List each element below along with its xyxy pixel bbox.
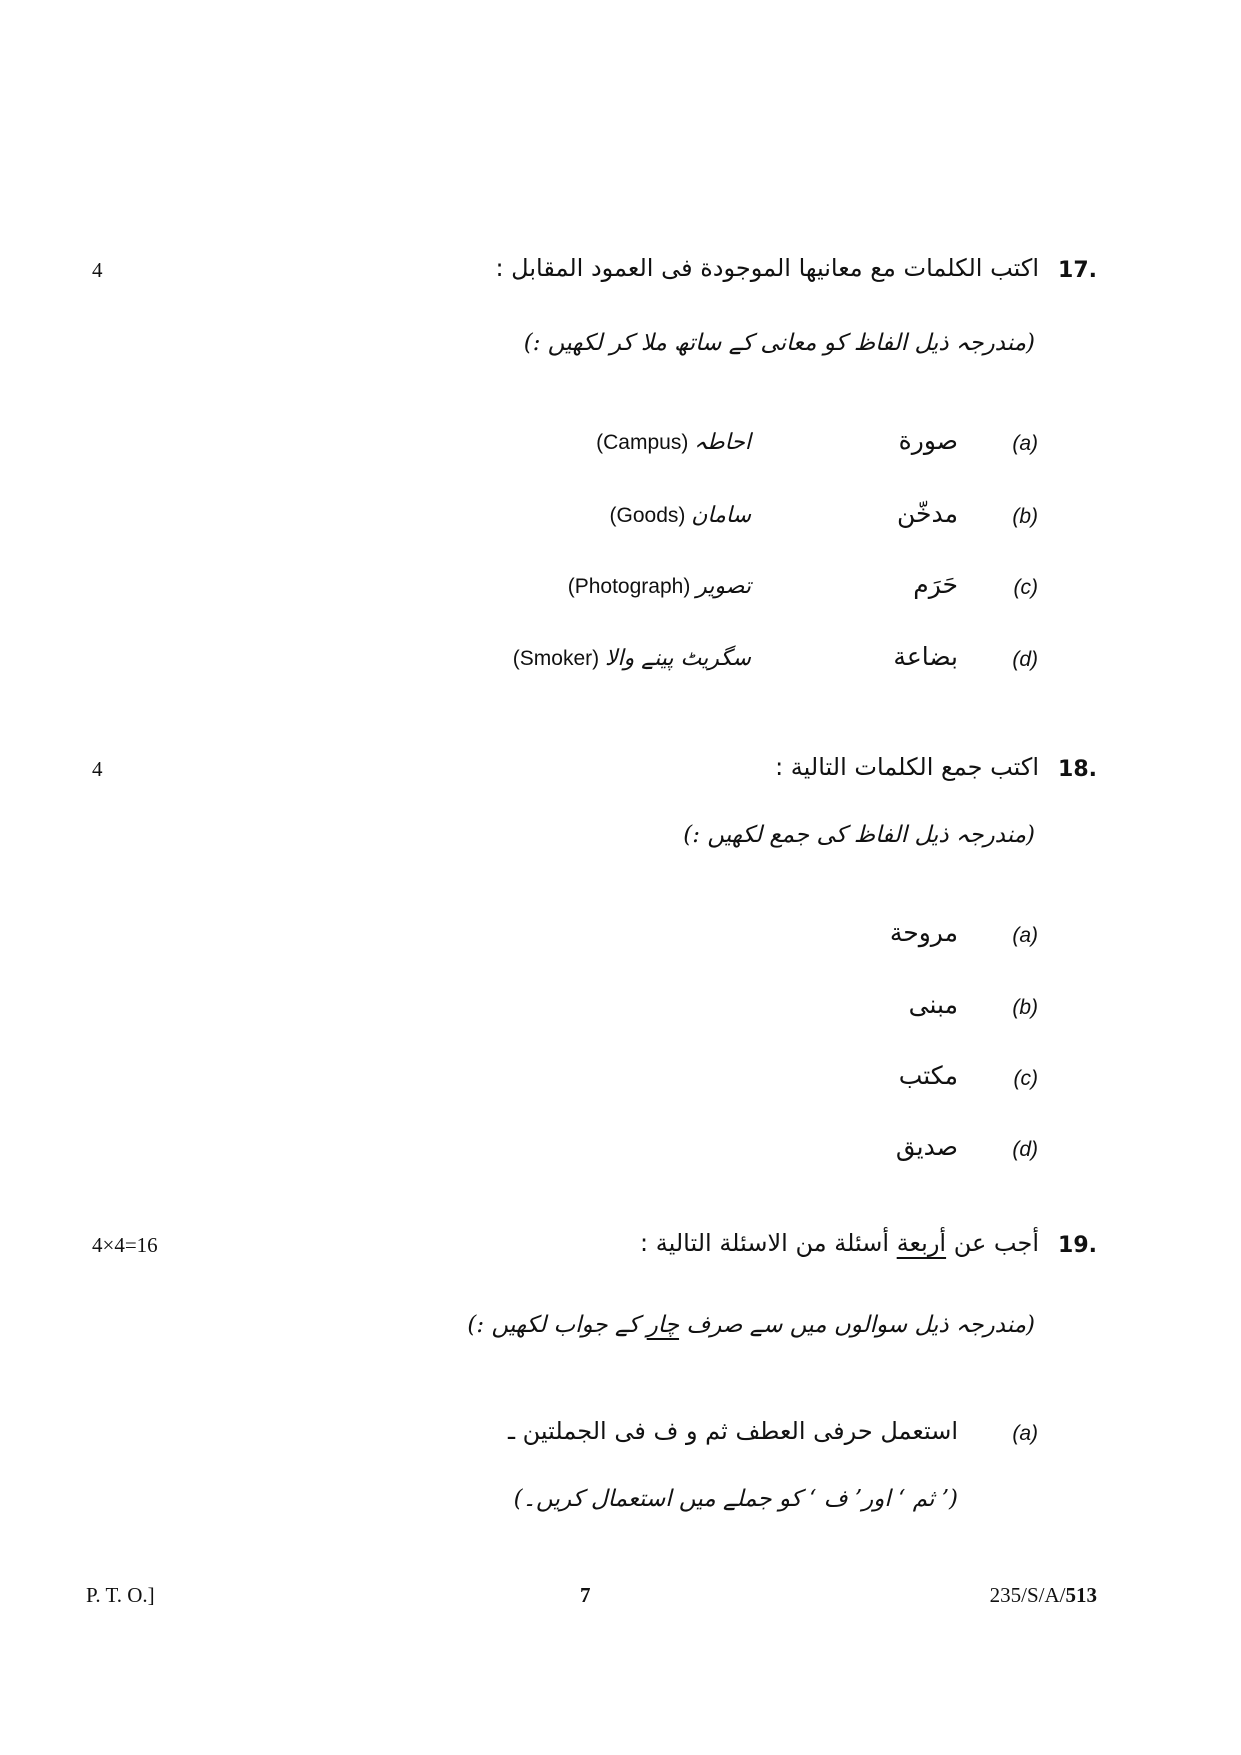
q19-text-arabic xyxy=(640,1229,1039,1257)
footer-page-number: 7 xyxy=(580,1583,591,1607)
q17-item-d-label: (d) xyxy=(1012,648,1038,671)
q18-marks: 4 xyxy=(92,757,103,781)
footer-pto: P. T. O.] xyxy=(86,1583,155,1607)
q17-item-d-meaning-english: (Smoker) xyxy=(512,647,600,670)
q18-item-c-label: (c) xyxy=(1013,1067,1038,1090)
q17-item-d-meaning-urdu: سگریٹ پینے والا xyxy=(604,646,751,671)
q18-item-d-word: صديق xyxy=(895,1132,958,1161)
q19-text-urdu xyxy=(467,1312,1035,1338)
q18-item-b-word: مبنى xyxy=(908,990,958,1019)
q18-item-c-word: مكتب xyxy=(898,1061,958,1090)
q18-item-b-label: (b) xyxy=(1012,996,1038,1019)
q17-text-urdu: (مندرجہ ذیل الفاظ کو معانی کے ساتھ ملا کر لکھیں :) xyxy=(523,330,1035,356)
q17-item-a-word: صورة xyxy=(898,426,958,455)
q17-item-b-label: (b) xyxy=(1012,505,1038,528)
q19-number: 19. xyxy=(1058,1233,1097,1258)
q17-marks: 4 xyxy=(92,258,103,282)
q18-text-urdu: (مندرجہ ذیل الفاظ کی جمع لکھیں :) xyxy=(683,822,1035,848)
q17-item-d-word: بضاعة xyxy=(893,642,958,671)
q19-text-urdu-post: کے جواب لکھیں :) xyxy=(467,1312,647,1338)
q19-item-a-text-urdu: (’ ثم ‘ اور’ ف ‘ کو جملے میں استعمال کریں۔) xyxy=(513,1486,958,1512)
q18-item-d-label: (d) xyxy=(1012,1138,1038,1161)
q17-item-a-meaning xyxy=(596,430,751,455)
q19-text-arabic-post: أسئلة من الاسئلة التالية : xyxy=(640,1229,897,1257)
q17-item-c-label: (c) xyxy=(1013,576,1038,599)
q19-item-a-text-arabic: استعمل حرفى العطف ثم و ف فى الجملتين ـ xyxy=(508,1417,958,1445)
footer-paper-code-bold: 513 xyxy=(1065,1583,1097,1607)
q19-text-arabic-emphasis: أربعة xyxy=(896,1229,947,1257)
footer-paper-code-prefix: 235/S/A/ xyxy=(989,1583,1066,1607)
q17-item-b-meaning-english: (Goods) xyxy=(609,504,686,527)
q17-text-arabic: اكتب الكلمات مع معانيها الموجودة فى العمود المقابل : xyxy=(495,254,1039,282)
q19-text-urdu-emphasis: چار xyxy=(646,1312,680,1338)
q17-item-c-meaning-english: (Photograph) xyxy=(567,575,691,598)
q19-item-a-label: (a) xyxy=(1012,1422,1038,1445)
q17-item-c-meaning xyxy=(568,574,751,599)
q17-number: 17. xyxy=(1058,258,1097,283)
q18-item-a-word: مروحة xyxy=(889,918,958,947)
q19-marks: 4×4=16 xyxy=(92,1233,158,1257)
q19-text-urdu-pre: (مندرجہ ذیل سوالوں میں سے صرف xyxy=(679,1312,1035,1338)
q17-item-b-meaning-urdu: سامان xyxy=(691,503,751,528)
q17-item-a-meaning-english: (Campus) xyxy=(596,431,689,454)
q19-text-arabic-pre: أجب عن xyxy=(946,1229,1039,1257)
q18-item-a-label: (a) xyxy=(1012,924,1038,947)
q17-item-d-meaning xyxy=(513,646,751,671)
q18-text-arabic: اكتب جمع الكلمات التالية : xyxy=(775,753,1039,781)
footer-paper-code xyxy=(990,1583,1097,1608)
q17-item-b-meaning xyxy=(610,503,752,528)
q17-item-a-meaning-urdu: احاطہ xyxy=(694,430,751,455)
q17-item-c-word: حَرَم xyxy=(913,570,958,599)
q17-item-c-meaning-urdu: تصویر xyxy=(696,574,751,599)
q18-number: 18. xyxy=(1058,757,1097,782)
q17-item-b-word: مدخّن xyxy=(897,499,958,528)
q17-item-a-label: (a) xyxy=(1012,432,1038,455)
